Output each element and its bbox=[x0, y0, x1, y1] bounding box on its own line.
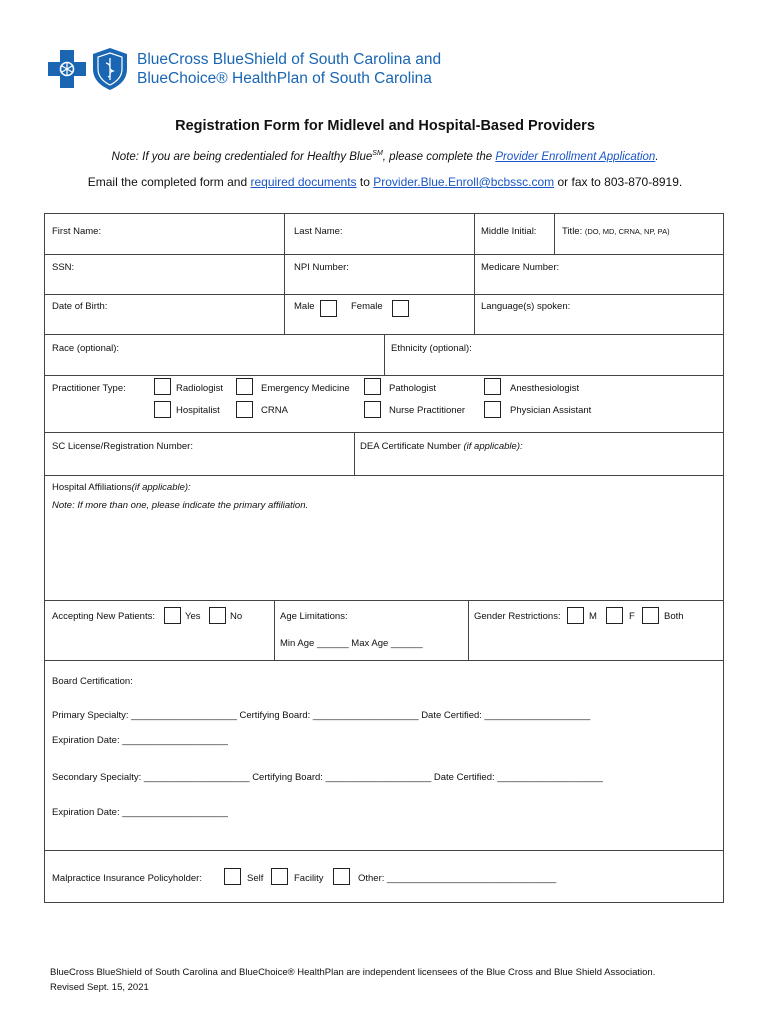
page-title: Registration Form for Midlevel and Hospital-Based Providers bbox=[175, 118, 595, 134]
female-checkbox[interactable] bbox=[392, 300, 409, 317]
gender-f-label: F bbox=[629, 611, 635, 622]
row-divider bbox=[45, 375, 723, 376]
hospital-affiliations-label bbox=[52, 482, 191, 493]
title-label bbox=[562, 226, 670, 237]
crna-label: CRNA bbox=[261, 405, 288, 416]
pathologist-label: Pathologist bbox=[389, 383, 437, 394]
col-divider bbox=[474, 214, 475, 334]
emergency-medicine-checkbox[interactable] bbox=[236, 378, 253, 395]
accepting-new-patients-label: Accepting New Patients: bbox=[52, 611, 155, 622]
company-name-line2: BlueChoice® HealthPlan of South Carolina bbox=[137, 70, 432, 87]
row-divider bbox=[45, 432, 723, 433]
female-label: Female bbox=[351, 301, 383, 312]
min-max-age-field[interactable]: Min Age ______ Max Age ______ bbox=[280, 638, 423, 649]
footer-disclaimer: BlueCross BlueShield of South Carolina and BlueChoice® HealthPlan are independent licensees of the Blue Cross and Blue Shield Association. bbox=[50, 967, 656, 978]
row-divider bbox=[45, 475, 723, 476]
company-name bbox=[137, 50, 441, 88]
provider-enrollment-link[interactable]: Provider Enrollment Application bbox=[495, 150, 656, 163]
revision-date: Revised Sept. 15, 2021 bbox=[50, 982, 149, 993]
gender-restrictions-label: Gender Restrictions: bbox=[474, 611, 561, 622]
ssn-label: SSN: bbox=[52, 262, 75, 273]
middle-initial-label: Middle Initial: bbox=[481, 226, 537, 237]
emergency-medicine-label: Emergency Medicine bbox=[261, 383, 350, 394]
primary-specialty-line[interactable]: Primary Specialty: ____________________ Certifying Board: ____________________ Date Certified: ____________________ bbox=[52, 710, 591, 721]
gender-both-label: Both bbox=[664, 611, 684, 622]
note-superscript: SM bbox=[372, 150, 383, 157]
pathologist-checkbox[interactable] bbox=[364, 378, 381, 395]
accepting-no-label: No bbox=[230, 611, 243, 622]
bluecross-cross-icon bbox=[47, 49, 87, 89]
email-instructions bbox=[0, 175, 770, 189]
healthy-blue-note bbox=[0, 150, 770, 163]
company-logo bbox=[47, 47, 441, 91]
email-text-end: or fax to 803-870-8919. bbox=[554, 175, 683, 189]
sc-license-label: SC License/Registration Number: bbox=[52, 441, 193, 452]
col-divider bbox=[284, 214, 285, 334]
primary-expiration-date[interactable]: Expiration Date: ____________________ bbox=[52, 735, 228, 746]
row-divider bbox=[45, 254, 723, 255]
ethnicity-label: Ethnicity (optional): bbox=[391, 343, 472, 354]
secondary-specialty-line[interactable]: Secondary Specialty: ____________________ Certifying Board: ____________________ Date Certified: ____________________ bbox=[52, 772, 603, 783]
physician-assistant-checkbox[interactable] bbox=[484, 401, 501, 418]
dea-label bbox=[360, 441, 523, 452]
gender-m-label: M bbox=[589, 611, 597, 622]
note-text-mid: , please complete the bbox=[382, 150, 496, 163]
dea-label-text: DEA Certificate Number bbox=[360, 441, 461, 452]
accepting-yes-label: Yes bbox=[185, 611, 201, 622]
primary-affiliation-note: Note: If more than one, please indicate the primary affiliation. bbox=[52, 500, 309, 511]
male-label: Male bbox=[294, 301, 315, 312]
blueshield-shield-icon bbox=[91, 47, 129, 91]
col-divider bbox=[554, 214, 555, 254]
col-divider bbox=[274, 600, 275, 660]
accepting-yes-checkbox[interactable] bbox=[164, 607, 181, 624]
race-label: Race (optional): bbox=[52, 343, 120, 354]
note-text: Note: If you are being credentialed for Healthy Blue bbox=[111, 150, 373, 163]
registration-form bbox=[44, 213, 724, 903]
company-name-line1: BlueCross BlueShield of South Carolina and bbox=[137, 51, 442, 68]
gender-both-checkbox[interactable] bbox=[642, 607, 659, 624]
hospitalist-label: Hospitalist bbox=[176, 405, 220, 416]
last-name-label: Last Name: bbox=[294, 226, 343, 237]
note-text-end: . bbox=[655, 150, 659, 163]
anesthesiologist-label: Anesthesiologist bbox=[510, 383, 580, 394]
crna-checkbox[interactable] bbox=[236, 401, 253, 418]
malpractice-self-checkbox[interactable] bbox=[224, 868, 241, 885]
malpractice-self-label: Self bbox=[247, 873, 264, 884]
dea-note: (if applicable): bbox=[463, 441, 523, 452]
physician-assistant-label: Physician Assistant bbox=[510, 405, 592, 416]
title-options: (DO, MD, CRNA, NP, PA) bbox=[584, 227, 670, 236]
row-divider bbox=[45, 660, 723, 661]
row-divider bbox=[45, 600, 723, 601]
hospital-affiliations-note: (if applicable): bbox=[131, 482, 191, 493]
radiologist-label: Radiologist bbox=[176, 383, 223, 394]
accepting-no-checkbox[interactable] bbox=[209, 607, 226, 624]
gender-m-checkbox[interactable] bbox=[567, 607, 584, 624]
practitioner-type-label: Practitioner Type: bbox=[52, 383, 126, 394]
row-divider bbox=[45, 294, 723, 295]
email-address-link[interactable]: Provider.Blue.Enroll@bcbssc.com bbox=[373, 175, 555, 189]
male-checkbox[interactable] bbox=[320, 300, 337, 317]
nurse-practitioner-label: Nurse Practitioner bbox=[389, 405, 466, 416]
medicare-label: Medicare Number: bbox=[481, 262, 560, 273]
col-divider bbox=[354, 432, 355, 475]
malpractice-other-field[interactable]: Other: ________________________________ bbox=[358, 873, 557, 884]
malpractice-other-checkbox[interactable] bbox=[333, 868, 350, 885]
gender-f-checkbox[interactable] bbox=[606, 607, 623, 624]
age-limitations-label: Age Limitations: bbox=[280, 611, 348, 622]
row-divider bbox=[45, 850, 723, 851]
anesthesiologist-checkbox[interactable] bbox=[484, 378, 501, 395]
secondary-expiration-date[interactable]: Expiration Date: ____________________ bbox=[52, 807, 228, 818]
malpractice-label: Malpractice Insurance Policyholder: bbox=[52, 873, 202, 884]
board-certification-label: Board Certification: bbox=[52, 676, 133, 687]
email-text-mid: to bbox=[356, 175, 374, 189]
required-documents-link[interactable]: required documents bbox=[250, 175, 357, 189]
title-label-text: Title: bbox=[562, 226, 583, 237]
col-divider bbox=[468, 600, 469, 660]
languages-label: Language(s) spoken: bbox=[481, 301, 571, 312]
hospital-affiliations-text: Hospital Affiliations bbox=[52, 482, 132, 493]
dob-label: Date of Birth: bbox=[52, 301, 108, 312]
footer bbox=[50, 965, 655, 995]
malpractice-facility-label: Facility bbox=[294, 873, 324, 884]
radiologist-checkbox[interactable] bbox=[154, 378, 171, 395]
first-name-label: First Name: bbox=[52, 226, 102, 237]
email-text: Email the completed form and bbox=[87, 175, 251, 189]
hospitalist-checkbox[interactable] bbox=[154, 401, 171, 418]
malpractice-facility-checkbox[interactable] bbox=[271, 868, 288, 885]
nurse-practitioner-checkbox[interactable] bbox=[364, 401, 381, 418]
col-divider bbox=[384, 334, 385, 375]
npi-label: NPI Number: bbox=[294, 262, 349, 273]
